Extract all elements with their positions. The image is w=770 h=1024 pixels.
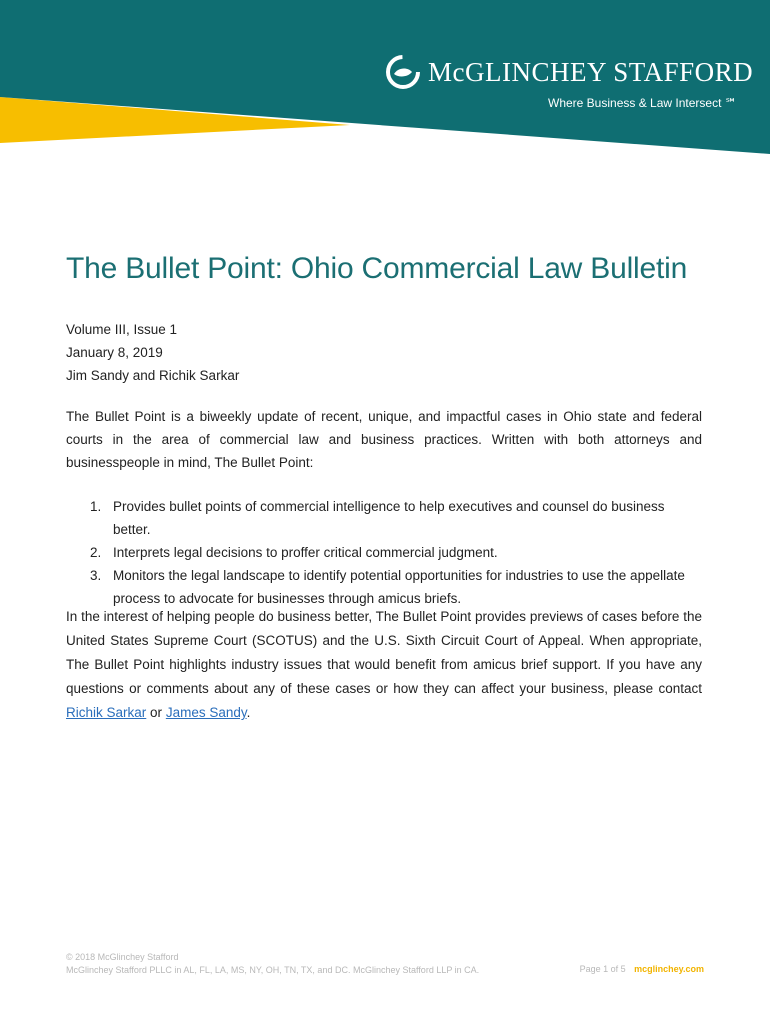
contact-link-james-sandy[interactable]: James Sandy: [165, 705, 247, 720]
tagline: Where Business & Law Intersect ℠: [548, 96, 737, 110]
list-text: Monitors the legal landscape to identify potential opportunities for industries to use the appellate process to advocate for businesses through amicus briefs.: [113, 568, 685, 606]
list-number: 2.: [90, 545, 102, 560]
footer-legal: [66, 951, 479, 977]
website-link[interactable]: mcglinchey.com: [634, 964, 704, 974]
list-text: Interprets legal decisions to proffer critical commercial judgment.: [113, 545, 498, 560]
firm-name: McGLINCHEY STAFFORD: [428, 56, 754, 87]
mcglinchey-swirl-icon: [386, 55, 420, 89]
purpose-list: [66, 495, 702, 610]
intro-paragraph: The Bullet Point is a biweekly update of recent, unique, and impactful cases in Ohio state and federal courts in the area of commercial law and business practices. Written with both attorneys and businesspeople in mind, The Bullet Point:: [66, 409, 702, 470]
volume-issue: Volume III, Issue 1: [66, 322, 178, 337]
page-number: Page 1 of 5: [579, 964, 626, 974]
authors: Jim Sandy and Richik Sarkar: [66, 368, 240, 383]
footer-page-info: [580, 964, 704, 974]
document-meta: [66, 318, 239, 387]
list-item: [66, 495, 702, 541]
connector-text: or: [150, 705, 163, 720]
outro-text: In the interest of helping people do business better, The Bullet Point provides previews of cases before the United States Supreme Court (SCOTUS) and the U.S. Sixth Circuit Court of Appeal. When appropriate, The Bullet Point highlights industry issues that would benefit from amicus brief support. If you have any questions or comments about any of these cases or how they can affect your business, please contact: [66, 609, 702, 696]
document-title: The Bullet Point: Ohio Commercial Law Bulletin: [66, 252, 688, 285]
firm-logo[interactable]: [386, 52, 753, 92]
list-item: [66, 541, 702, 564]
end-punctuation: .: [246, 705, 251, 720]
list-text: Provides bullet points of commercial intelligence to help executives and counsel do business better.: [113, 499, 665, 537]
footer-entities: McGlinchey Stafford PLLC in AL, FL, LA, MS, NY, OH, TN, TX, and DC. McGlinchey Stafford LLP in CA.: [66, 965, 480, 975]
outro-paragraph: [66, 605, 702, 725]
contact-link-richik-sarkar[interactable]: Richik Sarkar: [66, 705, 147, 720]
footer-copyright: © 2018 McGlinchey Stafford: [66, 952, 179, 962]
publication-date: January 8, 2019: [66, 345, 163, 360]
list-number: 3.: [90, 568, 102, 583]
list-number: 1.: [90, 499, 102, 514]
list-item: [66, 564, 702, 610]
